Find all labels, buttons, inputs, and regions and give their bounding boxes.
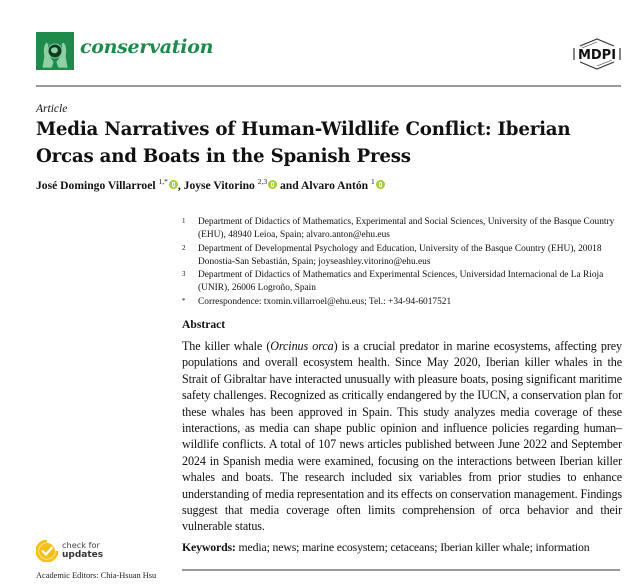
keywords-divider — [182, 569, 620, 571]
mdpi-hexagon-logo-icon — [570, 38, 624, 70]
orcid-icon[interactable] — [169, 180, 178, 189]
author-separator: and — [277, 179, 301, 192]
keywords-label: Keywords: — [182, 540, 236, 554]
keywords — [182, 540, 627, 555]
check-updates-line1: check for — [62, 540, 100, 550]
author-name[interactable]: José Domingo Villarroel — [36, 179, 156, 192]
check-updates-line2: updates — [62, 550, 104, 560]
journal-logo — [36, 32, 74, 70]
publisher-logo — [570, 38, 624, 70]
check-for-updates-button[interactable] — [36, 538, 126, 562]
keywords-list: media; news; marine ecosystem; cetaceans; Iberian killer whale; information — [238, 540, 590, 554]
header-divider — [36, 85, 621, 87]
affiliations — [182, 216, 622, 309]
abstract-species-name: Orcinus orca — [270, 339, 334, 353]
check-updates-icon — [36, 540, 58, 562]
author-affiliation: 2,3 — [257, 177, 268, 186]
author-name[interactable]: Joyse Vitorino — [183, 179, 255, 192]
affiliation-item — [182, 269, 622, 296]
author-list — [36, 177, 385, 192]
academic-editors: Academic Editors: Chia-Hsuan Hsu — [36, 571, 157, 580]
author-affiliation: 1,* — [158, 177, 168, 186]
author-separator: , — [177, 179, 184, 192]
author-affiliation: 1 — [370, 177, 375, 186]
affiliation-mark: * — [182, 296, 186, 305]
publisher-logo-text: MDPI — [577, 48, 617, 63]
correspondence-text: Correspondence: txomin.villarroel@ehu.eus; Tel.: +34-94-6017521 — [198, 296, 452, 307]
abstract-text: ) is a crucial predator in marine ecosystems, affecting prey populations and overall ecosystem health. Since May 2020, Iberian killer whales in the Strait of Gibraltar have interacted unusually with pleasure boats, posing significant maritime safety challenges. Recognized as critically endangered by the IUCN, a conservation plan for these whales has been approved in Spain. This study analyzes media coverage of these interactions, as media can shape public opinion and influence policies regarding human–wildlife conflicts. A total of 107 news articles published between June 2022 and September 2024 in Spanish media were examined, focusing on the interactions between Iberian killer whales and boats. The research included six variables from prior studies to enhance understanding of media representation and its effects on conservation management. Findings suggest that media coverage often limits comprehension of orca behavior and their vulnerable status. — [182, 339, 622, 534]
correspondence-item — [182, 296, 622, 309]
article-title: Media Narratives of Human-Wildlife Conflict: Iberian Orcas and Boats in the Spanish Press — [36, 119, 571, 167]
article-type: Article — [36, 103, 68, 115]
orcid-icon[interactable] — [376, 180, 385, 189]
abstract-text: The killer whale ( — [182, 339, 271, 353]
affiliation-text: Department of Didactics of Mathematics, Experimental and Social Sciences, University of the Basque Country (EHU), 48940 Leioa, Spain; alvaro.anton@ehu.eus — [198, 217, 615, 241]
author-name[interactable]: Alvaro Antón — [300, 179, 369, 192]
abstract-body — [182, 338, 622, 535]
affiliation-text: Department of Didactics of Mathematics and Experimental Sciences, Universidad Internacional de La Rioja (UNIR), 26006 Logroño, Spain — [198, 270, 604, 294]
affiliation-mark: 1 — [182, 217, 186, 225]
journal-name: conservation — [80, 36, 214, 58]
affiliation-mark: 2 — [182, 243, 186, 252]
abstract-heading: Abstract — [182, 318, 226, 331]
affiliation-item — [182, 216, 622, 243]
hands-holding-globe-icon — [36, 32, 74, 70]
orcid-icon[interactable] — [268, 180, 277, 189]
affiliation-text: Department of Developmental Psychology and Education, University of the Basque Country (EHU), 20018 Donostia-San Sebastián, Spain; joyseashley.vitorino@ehu.eus — [198, 243, 602, 267]
affiliation-item — [182, 243, 622, 270]
affiliation-mark: 3 — [182, 270, 186, 279]
